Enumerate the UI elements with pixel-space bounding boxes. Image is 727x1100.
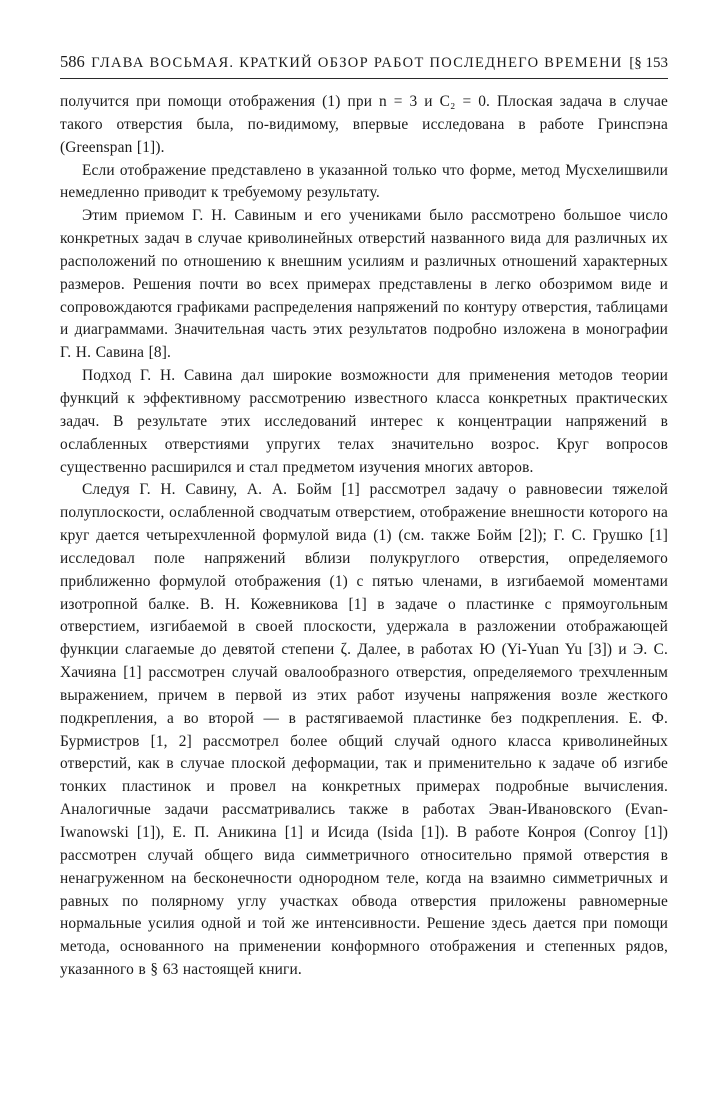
book-page	[60, 52, 668, 982]
paragraph: Этим приемом Г. Н. Савиным и его учениками было рассмотрено большое число конкретных задач в случае криволинейных отверстий названного вида для различных их расположений по отношению к внешним усилиям и различных отношений характерных размеров. Решения почти во всех примерах представлены в легко обозримом виде и сопровождаются графиками распределения напряжений по контуру отверстия, таблицами и диаграммами. Значительная часть этих результатов подробно изложена в монографии Г. Н. Савина [8].	[60, 207, 668, 362]
paragraph: Подход Г. Н. Савина дал широкие возможности для применения методов теории функций к эффективному рассмотрению известного класса конкретных практических задач. В результате этих исследований интерес к концентрации напряжений в ослабленных отверстиями упругих телах значительно возрос. Круг вопросов существенно расширился и стал предметом изучения многих авторов.	[60, 367, 668, 476]
page-number: 586	[60, 52, 85, 71]
section-marker: [§ 153	[629, 55, 668, 71]
paragraph: Следуя Г. Н. Савину, А. А. Бойм [1] рассмотрел задачу о равновесии тяжелой полуплоскости, ослабленной сводчатым отверстием, отображение внешности которого на круг дается четырехчленной формулой вида (1) (см. также Бойм [2]); Г. С. Грушко [1] исследовал поле напряжений вблизи полукруглого отверстия, определяемого приближенно формулой отображения (1) с пятью членами, в изгибаемой моментами изотропной балке. В. Н. Кожевникова [1] в задаче о пластинке с прямоугольным отверстием, изгибаемой в своей плоскости, удержала в разложении отображающей функции слагаемые до девятой степени ζ. Далее, в работах Ю (Yi-Yuan Yu [3]) и Э. С. Хачияна [1] рассмотрен случай овалообразного отверстия, определяемого трехчленным выражением, причем в первой из этих работ изучены напряжения возле жесткого подкрепления, а во второй — в растягиваемой пластинке без подкрепления. Е. Ф. Бурмистров [1, 2] рассмотрел более общий случай одного класса криволинейных отверстий, как в случае плоской деформации, так и применительно к задаче об изгибе тонких пластинок и провел на конкретных примерах подробные вычисления. Аналогичные задачи рассматривались также в работах Эван-Ивановского (Evan-Iwanowski [1]), Е. П. Аникина [1] и Исида (Isida [1]). В работе Конроя (Conroy [1]) рассмотрен случай общего вида симметричного относительно прямой отверстия в ненагруженном на бесконечности однородном теле, когда на взаимно симметричных и равных по полярному углу участках обвода отверстия приложены равномерные нормальные усилия одной и той же интенсивности. Решение здесь дается при помощи метода, основанного на применении конформного отображения и степенных рядов, указанного в § 63 настоящей книги.	[60, 481, 668, 979]
page-body	[60, 91, 668, 982]
chapter-title: ГЛАВА ВОСЬМАЯ. КРАТКИЙ ОБЗОР РАБОТ ПОСЛЕДНЕГО ВРЕМЕНИ	[91, 55, 623, 71]
paragraph: Если отображение представлено в указанной только что форме, метод Мусхелишвили немедленно приводит к требуемому результату.	[60, 161, 668, 202]
paragraph-continued: получится при помощи отображения (1) при n = 3 и C₂ = 0. Плоская задача в случае такого отверстия была, по-видимому, впервые исследована в работе Гринспэна (Greenspan [1]).	[60, 93, 668, 156]
running-header	[60, 52, 668, 79]
